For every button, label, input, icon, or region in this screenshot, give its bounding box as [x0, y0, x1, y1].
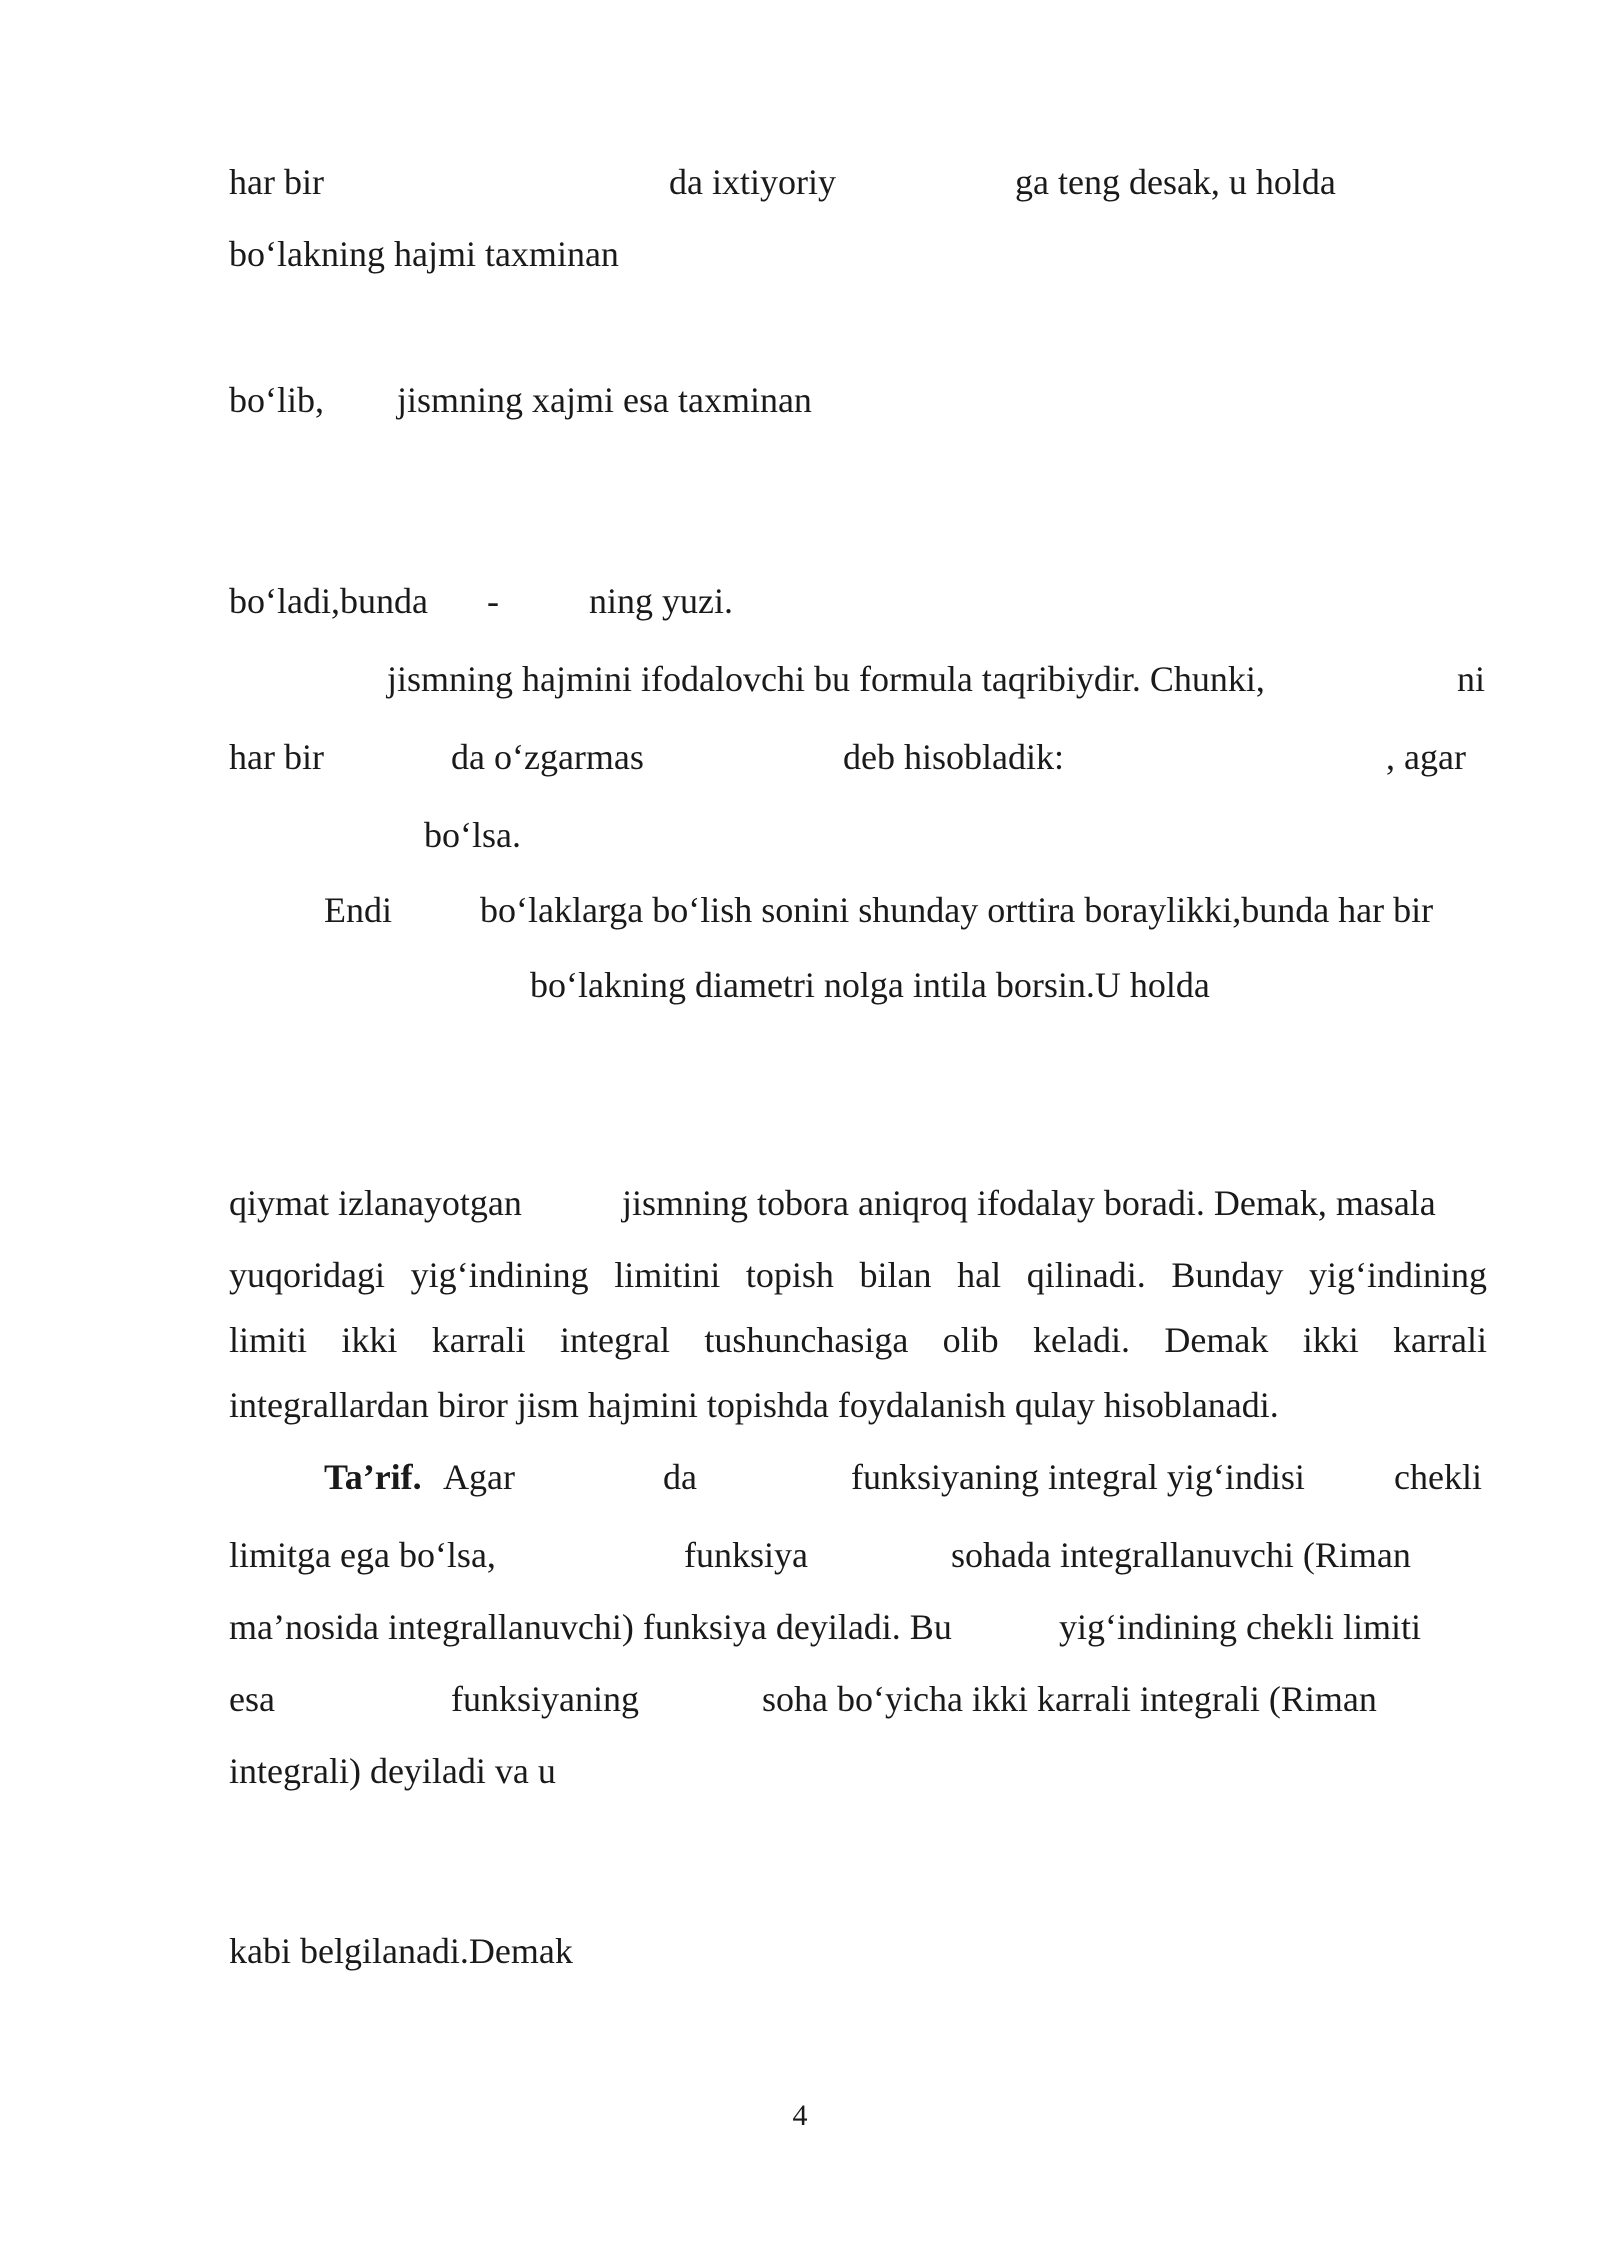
text-line-11: yuqoridagi yig‘indining limitini topish bilan hal qilinadi. Bunday yig‘indining: [229, 1255, 1487, 1295]
text-line-17c: soha bo‘yicha ikki karrali integrali (Riman: [762, 1679, 1377, 1719]
text-line-7: bo‘lsa.: [424, 815, 521, 855]
text-line-1b: da ixtiyoriy: [669, 162, 836, 202]
page-number: 4: [792, 2099, 808, 2132]
text-line-3b: jismning xajmi esa taxminan: [397, 380, 812, 420]
text-line-17a: esa: [229, 1679, 275, 1719]
text-line-4c: ning yuzi.: [589, 581, 733, 621]
text-line-15a: limitga ega bo‘lsa,: [229, 1535, 496, 1575]
text-line-1a: har bir: [229, 162, 324, 202]
text-line-13: integrallardan biror jism hajmini topishda foydalanish qulay hisoblanadi.: [229, 1385, 1279, 1425]
text-line-17b: funksiyaning: [451, 1679, 639, 1719]
text-line-18: integrali) deyiladi va u: [229, 1751, 556, 1791]
text-line-12: limiti ikki karrali integral tushunchasiga olib keladi. Demak ikki karrali: [229, 1320, 1487, 1360]
text-line-14a: Agar: [443, 1457, 515, 1497]
text-line-5a: jismning hajmini ifodalovchi bu formula taqribiydir. Chunki,: [387, 659, 1265, 699]
text-line-4a: bo‘ladi,bunda: [229, 581, 428, 621]
text-line-16a: ma’nosida integrallanuvchi) funksiya deyiladi. Bu: [229, 1607, 952, 1647]
text-line-16b: yig‘indining chekli limiti: [1059, 1607, 1421, 1647]
text-line-4b: -: [487, 581, 499, 621]
text-line-14b: da: [663, 1457, 697, 1497]
definition-label: Ta’rif.: [324, 1457, 422, 1497]
text-line-14c: funksiyaning integral yig‘indisi: [851, 1457, 1305, 1497]
text-line-9: bo‘lakning diametri nolga intila borsin.U holda: [530, 965, 1210, 1005]
text-line-15b: funksiya: [684, 1535, 808, 1575]
text-line-10a: qiymat izlanayotgan: [229, 1183, 522, 1223]
text-line-2: bo‘lakning hajmi taxminan: [229, 234, 619, 274]
text-line-6b: da o‘zgarmas: [451, 737, 644, 777]
text-line-6d: , agar: [1386, 737, 1466, 777]
text-line-1c: ga teng desak, u holda: [1015, 162, 1336, 202]
text-line-5b: ni: [1457, 659, 1486, 699]
text-line-8b: bo‘laklarga bo‘lish sonini shunday orttira boraylikki,bunda har bir: [480, 890, 1434, 930]
text-line-19: kabi belgilanadi.Demak: [229, 1931, 573, 1971]
text-line-14d: chekli: [1394, 1457, 1482, 1497]
text-line-10b: jismning tobora aniqroq ifodalay boradi. Demak, masala: [622, 1183, 1436, 1223]
text-line-15c: sohada integrallanuvchi (Riman: [951, 1535, 1411, 1575]
text-line-8a: Endi: [324, 890, 392, 930]
text-line-6a: har bir: [229, 737, 324, 777]
text-line-3a: bo‘lib,: [229, 380, 324, 420]
text-line-6c: deb hisobladik:: [843, 737, 1064, 777]
